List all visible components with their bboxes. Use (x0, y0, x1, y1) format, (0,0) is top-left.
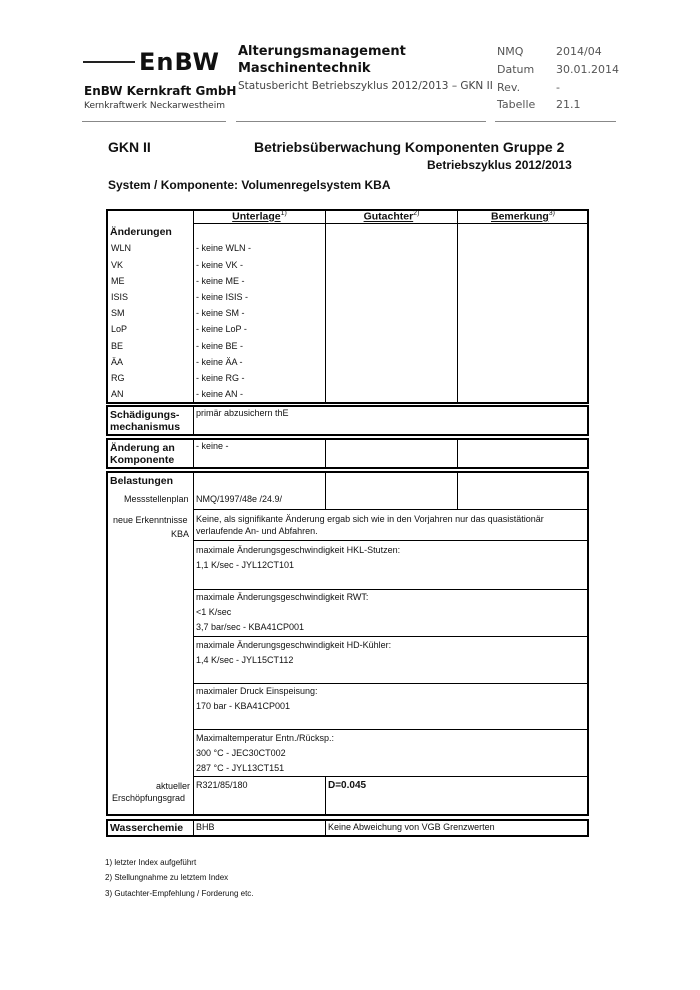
col-divider (325, 471, 326, 509)
enbw-logo: EnBW (139, 48, 220, 76)
col-header-bemerkung: Bemerkung$^{3)}$ (491, 210, 555, 223)
col-divider (325, 209, 326, 404)
aenderung-value: - keine BE - (196, 341, 244, 351)
aenderungen-label: Änderungen (110, 226, 172, 238)
wasserchemie-ref: BHB (196, 822, 215, 832)
aenderung-value: - keine VK - (196, 260, 244, 270)
meta-value: - (556, 81, 560, 94)
col-divider (457, 471, 458, 509)
plant-code: GKN II (108, 139, 151, 155)
block-line: 3,7 bar/sec - KBA41CP001 (196, 622, 305, 632)
system-heading: System / Komponente: Volumenregelsystem KBA (108, 178, 391, 192)
doc-title-line2: Maschinentechnik (238, 61, 371, 76)
erschoepfung-ref: R321/85/180 (196, 780, 248, 790)
belastungen-label: Belastungen (110, 475, 174, 487)
col-divider (325, 819, 326, 837)
meta-label: Rev. (497, 81, 521, 94)
erschoepfung-label-2: Erschöpfungsgrad (112, 793, 186, 803)
col-divider (193, 209, 194, 404)
wasserchemie-label: Wasserchemie (110, 822, 184, 834)
meta-label: Tabelle (497, 98, 536, 111)
header-rule (236, 121, 486, 122)
row-divider (193, 683, 588, 684)
col-divider (193, 471, 194, 816)
aenderung-value: - keine SM - (196, 308, 245, 318)
aenderung-value: - keine WLN - (196, 243, 252, 253)
footnote: 2) Stellungnahme zu letztem Index (105, 873, 229, 882)
company-name: EnBW Kernkraft GmbH (84, 84, 237, 98)
aenderung-key: VK (111, 260, 124, 270)
aenderung-key: WLN (111, 243, 131, 253)
aenderung-key: SM (111, 308, 125, 318)
schaedigung-label: Schädigungs- mechanismus (110, 409, 181, 433)
doc-title-line1: Alterungsmanagement (238, 44, 406, 59)
aenderung-komponente-label: Änderung an Komponente (110, 442, 175, 466)
aenderung-key: ÄA (111, 357, 124, 367)
header-rule (495, 121, 616, 122)
aenderung-key: LoP (111, 324, 128, 334)
aenderung-value: - keine ÄA - (196, 357, 243, 367)
row-divider (193, 776, 588, 777)
messstellenplan-label: Messstellenplan (124, 494, 189, 504)
aenderung-value: - keine ME - (196, 276, 245, 286)
col-divider (325, 438, 326, 469)
erkenntnisse-label-2: KBA (171, 529, 190, 539)
erschoepfung-label-1: aktueller (156, 781, 191, 791)
block-line: maximale Änderungsgeschwindigkeit HKL-Stutzen: (196, 545, 401, 555)
row-divider (193, 636, 588, 637)
footnote: 1) letzter Index aufgeführt (105, 858, 197, 867)
schaedigung-value: primär abzusichern thE (196, 408, 289, 418)
aenderung-value: - keine RG - (196, 373, 245, 383)
aenderung-key: BE (111, 341, 124, 351)
aenderung-komponente-value: - keine - (196, 441, 229, 451)
col-divider (457, 438, 458, 469)
aenderung-komponente-section (106, 438, 589, 469)
aenderung-value: - keine ISIS - (196, 292, 249, 302)
plant-name: Kernkraftwerk Neckarwestheim (84, 101, 225, 111)
row-divider (193, 589, 588, 590)
col-divider (193, 438, 194, 469)
block-line: 287 °C - JYL13CT151 (196, 763, 285, 773)
row-divider (193, 509, 588, 510)
aenderung-key: AN (111, 389, 124, 399)
erkenntnisse-text: Keine, als signifikante Änderung ergab sich wie in den Vorjahren nur das quasistätionär (196, 514, 544, 524)
aenderung-key: ISIS (111, 292, 129, 302)
meta-value: 30.01.2014 (556, 63, 619, 76)
block-line: 300 °C - JEC30CT002 (196, 748, 286, 758)
meta-label: NMQ (497, 45, 524, 58)
block-line: maximale Änderungsgeschwindigkeit RWT: (196, 592, 369, 602)
block-line: 170 bar - KBA41CP001 (196, 701, 291, 711)
aenderung-key: ME (111, 276, 125, 286)
col-divider (325, 776, 326, 816)
col-header-unterlage: Unterlage$^{1)}$ (232, 210, 287, 223)
col-divider (193, 819, 194, 837)
footnote: 3) Gutachter-Empfehlung / Forderung etc. (105, 889, 254, 898)
meta-value: 2014/04 (556, 45, 602, 58)
aenderung-key: RG (111, 373, 125, 383)
aenderung-value: - keine LoP - (196, 324, 247, 334)
header-rule (82, 121, 226, 122)
erkenntnisse-text: verlaufende An- und Abfahren. (196, 526, 318, 536)
block-line: maximale Änderungsgeschwindigkeit HD-Kühler: (196, 640, 392, 650)
erschoepfung-value: D=0.045 (328, 780, 367, 791)
block-line: 1,1 K/sec - JYL12CT101 (196, 560, 295, 570)
messstellenplan-value: NMQ/1997/48e /24.9/ (196, 494, 283, 504)
meta-value: 21.1 (556, 98, 581, 111)
col-divider (457, 209, 458, 404)
aenderung-value: - keine AN - (196, 389, 244, 399)
wasserchemie-value: Keine Abweichung von VGB Grenzwerten (328, 822, 495, 832)
block-line: <1 K/sec (196, 607, 232, 617)
col-header-gutachter: Gutachter$^{2)}$ (363, 210, 420, 223)
header-divider (193, 223, 588, 224)
block-line: 1,4 K/sec - JYL15CT112 (196, 655, 294, 665)
row-divider (193, 729, 588, 730)
block-line: Maximaltemperatur Entn./Rücksp.: (196, 733, 335, 743)
block-line: maximaler Druck Einspeisung: (196, 686, 318, 696)
row-divider (193, 540, 588, 541)
page-heading: Betriebsüberwachung Komponenten Gruppe 2 (254, 139, 565, 155)
col-divider (193, 405, 194, 436)
meta-label: Datum (497, 63, 535, 76)
doc-subtitle: Statusbericht Betriebszyklus 2012/2013 – GKN II (238, 80, 493, 92)
aenderungen-section (106, 209, 589, 404)
cycle-heading: Betriebszyklus 2012/2013 (427, 158, 572, 172)
logo-line (83, 61, 135, 63)
erkenntnisse-label-1: neue Erkenntnisse (113, 515, 188, 525)
